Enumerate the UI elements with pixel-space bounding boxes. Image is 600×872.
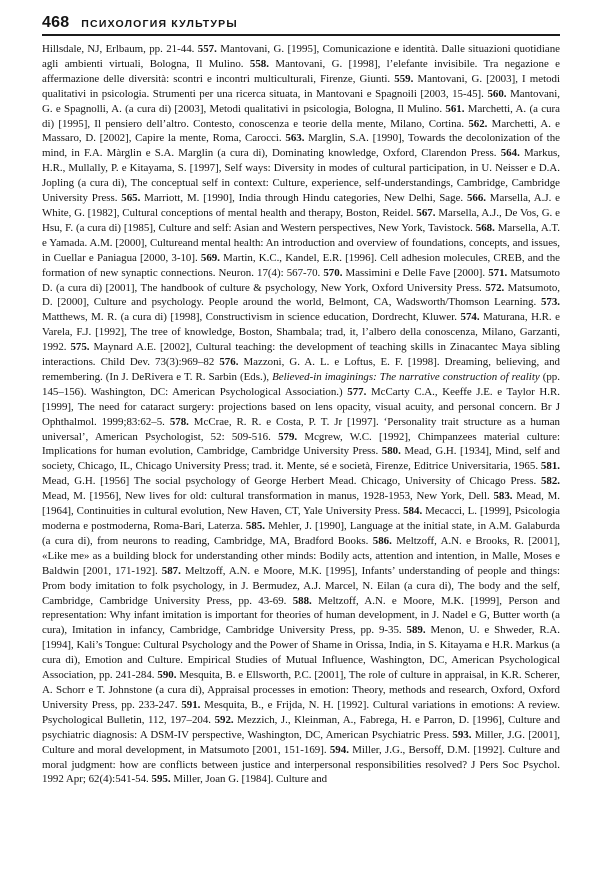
reference-number: 563. xyxy=(285,132,305,145)
reference-number: 564. xyxy=(500,147,520,160)
reference-number: 561. xyxy=(445,102,465,115)
reference-number: 579. xyxy=(278,430,298,443)
reference-entry xyxy=(121,192,463,204)
reference-number: 589. xyxy=(406,624,426,637)
reference-text: Mecacci, L. [1999], Psicologia moderna e postmoderna, Roma-Bari, Laterza. xyxy=(42,505,560,532)
reference-text: Marsella, A.J., De Vos, G. e Hsu, F. (a cura di) [1985], Culture and self: Asian and Western perspectives, New York, Tavistock. xyxy=(42,206,560,234)
reference-number: 570. xyxy=(323,266,343,279)
reference-text: Mead, G.H. [1934], Mind, self and society, Chicago, IL, Chicago University Press; trad. it. Mente, sé e società, Firenze, Editrice Universitaria, 1965. xyxy=(42,445,560,473)
reference-text: Martin, K.C., Kandel, E.R. [1996]. Cell adhesion molecules, CREB, and the formation of new synaptic connections. Neuron. 17(4): 567-70. xyxy=(42,251,560,279)
reference-number: 569. xyxy=(200,251,220,264)
reference-number: 567. xyxy=(416,206,436,219)
reference-text: Maynard A.E. [2002], Cultural teaching: the development of teaching skills in Zinacantec Maya sibling interactions. Child Dev. 73(3):969–82 xyxy=(42,341,560,369)
reference-number: 584. xyxy=(403,505,423,518)
reference-entry xyxy=(323,267,485,279)
reference-number: 595. xyxy=(151,773,171,786)
reference-number: 587. xyxy=(161,564,181,577)
reference-text: Mantovani, G. e Spagnolli, A. (a cura di) [2003], Metodi qualitativi in psicologia, Bologna, Il Mulino. xyxy=(42,87,560,115)
reference-entry xyxy=(152,773,328,785)
reference-text: Maturana, H.R. e Varela, F.J. [1992], The tree of knowledge, Boston, Shambala; trad, it, l’albero della conoscenza, Milano, Garzanti, 1992. xyxy=(42,311,560,354)
reference-text: Marriott, M. [1990], India through Hindu categories, New Delhi, Sage. xyxy=(144,192,464,205)
reference-text: Mantovani, G. [1998], l’elefante invisibile. Tra negazione e affermazione delle diversità: scontri e incontri multiculturali, Firenze, Giunti. xyxy=(42,57,560,85)
reference-text: Matsumoto D. (a cura di) [2001], The handbook of culture & psychology, New York, Oxford University Press. xyxy=(42,266,560,294)
reference-text: Marchetti, A. e Massaro, D. [2002], Capire la mente, Roma, Carocci. xyxy=(42,117,560,145)
reference-number: 576. xyxy=(219,356,239,369)
reference-number: 593. xyxy=(452,728,472,741)
reference-title-italic: Believed-in imaginings: The narrative construction of reality xyxy=(272,370,540,383)
reference-number: 565. xyxy=(121,192,141,205)
reference-text: Mesquita, B., e Frijda, N. H. [1992]. Cultural variations in emotions: A review. Psychological Bulletin, 112, 197–204. xyxy=(42,698,560,726)
reference-text: Mead, M. [1956], New lives for old: cultural transformation in manus, 1928-1953, New York, Dell. xyxy=(42,490,490,503)
reference-number: 574. xyxy=(460,311,480,324)
page-number: 468 xyxy=(42,14,70,31)
reference-text: Mead, M. [1964], Continuities in cultural evolution, New Haven, CT, Yale University Press. xyxy=(42,490,560,518)
reference-text: Mesquita, B. e Ellsworth, P.C. [2001], The role of culture in appraisal, in K.R. Scherer, A. Schorr e T. Johnstone (a cura di), Appraisal processes in emotion: Theory, methods and research, Oxford, Oxford University Press, pp. 233-247. xyxy=(42,669,560,711)
reference-number: 562. xyxy=(468,117,488,130)
reference-text: Markus, H.R., Mullally, P. e Kitayama, S. [1997], Self ways: Diversity in modes of cultural participation, in U. Neisser e D.A. Jopling (a cura di), The conceptual self in context: Culture, experience, self-understandings, Cambridge, Cambridge University Press. xyxy=(42,147,560,205)
reference-text: Marsella, A.J. e White, G. [1982], Cultural conceptions of mental health and therapy, Boston, Reidel. xyxy=(42,192,560,219)
reference-text: Marsella, A.T. e Yamada. A.M. [2000], Cultureand mental health: An introduction and overview of foundations, concepts, and issues, in Cuellar e Paniagua [2000, 3-10]. xyxy=(42,221,560,264)
reference-number: 578. xyxy=(169,415,189,428)
reference-text: Mantovani, G. [2003], I metodi qualitativi in psicologia. Strumenti per una ricerca situata, in Mantovani e Spagnoili [2003, 15-45]. xyxy=(42,72,560,100)
reference-text: Marchetti, A. (a cura di) [1995], Il pensiero dell’altro. Contesto, conoscenza e teorie della mente, Milano, Cortina. xyxy=(42,102,560,130)
reference-number: 592. xyxy=(214,713,234,726)
reference-number: 566. xyxy=(466,192,486,205)
reference-text: Matsumoto, D. [2000], Culture and psychology. People around the world, Belmont, CA, Wadsworth/Thomson Learning. xyxy=(42,281,560,309)
reference-text: McCarty C.A., Keeffe J.E. e Taylor H.R. [1999], The need for cataract surgery: projections based on lens opacity, visual acuity, and personal concern. Br J Ophthalmol. 1999;83:62–5. xyxy=(42,385,560,428)
reference-number: 558. xyxy=(249,57,269,70)
reference-text: Massimini e Delle Fave [2000]. xyxy=(345,266,486,279)
reference-text: Miller, J.G., Bersoff, D.M. [1992]. Culture and moral judgment: how are conflicts between justice and interpersonal responsibilities resolved? J Pers Soc Psychol. 1992 Apr; 62(4):541-54. xyxy=(42,743,560,786)
reference-text: Mazzoni, G. A. L. e Loftus, E. F. [1998]. Dreaming, believing, and remembering. (In J. DeRivera e T. R. Sarbin (Eds.), xyxy=(42,356,560,383)
reference-number: 591. xyxy=(181,698,201,711)
reference-text: Miller, Joan G. [1984]. Culture and xyxy=(173,773,328,786)
reference-number: 568. xyxy=(475,221,495,234)
reference-number: 557. xyxy=(197,43,217,55)
reference-text: Mehler, J. [1990], Language at the initial state, in A.M. Galaburda (a cura di), from neurons to reading, Cambridge, MA, Bradford Books. xyxy=(42,520,560,547)
reference-text: Marglin, S.A. [1990], Towards the decolonization of the mind, in F.A. Màrglin e S.A. Marglin (a cura di), Dominating knowledge, Oxford, Clarendon Press. xyxy=(42,132,560,160)
reference-text: Mezzich, J., Kleinman, A., Fabrega, H. e Parron, D. [1996], Culture and psychiatric diagnosis: A DSM-IV perspective, Washington, DC, American Psychiatric Press. xyxy=(42,713,560,741)
reference-number: 560. xyxy=(487,87,507,100)
reference-number: 575. xyxy=(70,341,90,354)
reference-number: 577. xyxy=(347,385,367,398)
reference-text: Mantovani, G. [1995], Comunicazione e identità. Dalle situazioni quotidiane agli ambienti virtuali, Bologna, Il Mulino. xyxy=(42,43,560,70)
reference-text: McCrae, R. R. e Costa, P. T. Jr [1997]. ‘Personality trait structure as a human universal’, American Psychologist, 52: 509-516. xyxy=(42,415,560,443)
bibliography-text xyxy=(42,42,560,787)
reference-number: 573. xyxy=(540,296,560,309)
reference-text: Meltzoff, A.N. e Moore, M.K. [1995], Infants’ understanding of people and things: Prom body imitation to folk psychology, in J. Bermudez, A.J. Marcel, N. Eilan (a cura di), The body and the self, Cambridge, Cambridge University Press, pp. 43-69. xyxy=(42,564,560,607)
reference-number: 559. xyxy=(394,72,414,85)
reference-text: Hillsdale, NJ, Erlbaum, pp. 21-44. xyxy=(42,43,195,55)
page-header xyxy=(42,14,560,36)
reference-text: Mead, G.H. [1956] The social psychology of George Herbert Mead. Chicago, University of Chicago Press. xyxy=(42,475,537,488)
reference-number: 583. xyxy=(493,490,513,503)
reference-number: 588. xyxy=(292,594,312,607)
reference-entry xyxy=(42,43,194,55)
reference-number: 580. xyxy=(381,445,401,458)
reference-text-continued: (pp. 145–156). Washington, DC: American Psychological Association.) xyxy=(42,370,560,398)
reference-number: 581. xyxy=(540,460,560,473)
running-title: ПСИХОЛОГИЯ КУЛЬТУРЫ xyxy=(81,18,238,30)
reference-number: 571. xyxy=(488,266,508,279)
reference-number: 590. xyxy=(157,669,177,682)
reference-text: Menon, U. e Shweder, R.A. [1994], Kali’s Tongue: Cultural Psychology and the Power of Shame in Orissa, India, in S. Kitayama e H.R. Markus (a cura di), Emotion and Culture. Empirical Studies of Mutual Influence, Washington, DC, American Psychological Association, pp. 241-284. xyxy=(42,624,560,682)
reference-number: 572. xyxy=(485,281,505,294)
reference-text: Miller, J.G. [2001], Culture and moral development, in Matsumoto [2001, 151-169]. xyxy=(42,728,560,756)
reference-number: 594. xyxy=(329,743,349,756)
reference-number: 582. xyxy=(540,475,560,488)
reference-text: Meltzoff, A.N. e Moore, M.K. [1999], Person and representation: Why infant imitation is important for theories of human development, in J. Nadel e G, Butter worth (a cura), Imitation in infancy, Cambridge, Cambridge University Press, pp. 9-35. xyxy=(42,594,560,637)
reference-text: Matthews, M. R. (a cura di) [1998], Constructivism in science education, Dordrecht, Kluwer. xyxy=(42,311,458,324)
reference-number: 586. xyxy=(372,534,392,547)
reference-number: 585. xyxy=(245,520,265,532)
reference-text: Mcgrew, W.C. [1992], Chimpanzees material culture: Implications for human evolution, Cambridge, Cambridge University Press. xyxy=(42,430,560,458)
reference-text: Meltzoff, A.N. e Brooks, R. [2001], «Like me» as a building block for understanding other minds: Bodily acts, attention and intention, in Malle, Moses e Baldwin [2001, 171-192]. xyxy=(42,534,560,577)
